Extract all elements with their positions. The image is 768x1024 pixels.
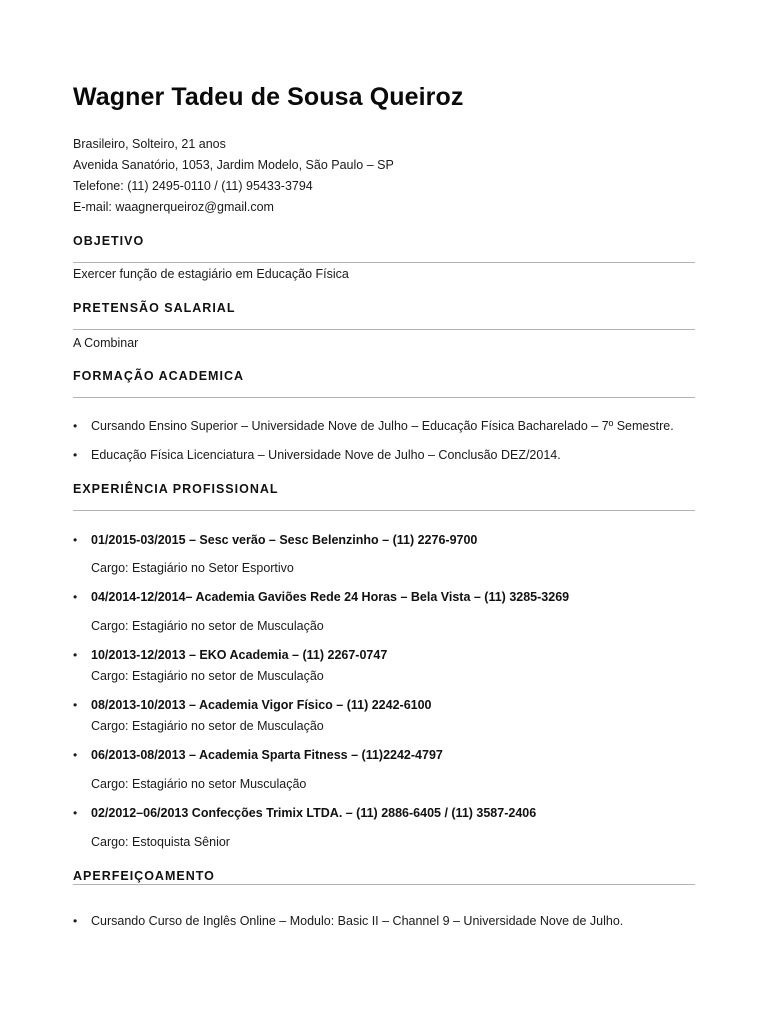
objetivo-text: Exercer função de estagiário em Educação Física bbox=[73, 267, 349, 281]
bullet-icon: • bbox=[73, 448, 78, 462]
job-cargo: Cargo: Estagiário no setor de Musculação bbox=[91, 669, 324, 683]
job-cargo: Cargo: Estagiário no setor Musculação bbox=[91, 777, 307, 791]
bullet-icon: • bbox=[73, 419, 78, 433]
section-divider bbox=[73, 884, 695, 885]
job-heading: 08/2013-10/2013 – Academia Vigor Físico – (11) 2242-6100 bbox=[91, 698, 432, 712]
bullet-icon: • bbox=[73, 748, 78, 762]
section-divider bbox=[73, 510, 695, 511]
job-heading: 02/2012–06/2013 Confecções Trimix LTDA. – (11) 2886-6405 / (11) 3587-2406 bbox=[91, 806, 537, 820]
bullet-icon: • bbox=[73, 806, 78, 820]
phone-line: Telefone: (11) 2495-0110 / (11) 95433-3794 bbox=[73, 179, 313, 193]
bullet-icon: • bbox=[73, 533, 78, 547]
address-line: Avenida Sanatório, 1053, Jardim Modelo, São Paulo – SP bbox=[73, 158, 394, 172]
job-heading: 10/2013-12/2013 – EKO Academia – (11) 2267-0747 bbox=[91, 648, 388, 662]
email-line: E-mail: waagnerqueiroz@gmail.com bbox=[73, 200, 274, 214]
section-title-experiencia: EXPERIÊNCIA PROFISSIONAL bbox=[73, 482, 279, 496]
bullet-icon: • bbox=[73, 914, 78, 928]
bullet-icon: • bbox=[73, 648, 78, 662]
formacao-item: Educação Física Licenciatura – Universidade Nove de Julho – Conclusão DEZ/2014. bbox=[91, 448, 561, 462]
section-title-objetivo: OBJETIVO bbox=[73, 234, 145, 248]
job-cargo: Cargo: Estoquista Sênior bbox=[91, 835, 230, 849]
formacao-item: Cursando Ensino Superior – Universidade Nove de Julho – Educação Física Bacharelado – 7º Semestre. bbox=[91, 419, 674, 433]
section-divider bbox=[73, 262, 695, 263]
section-divider bbox=[73, 329, 695, 330]
section-title-formacao: FORMAÇÃO ACADEMICA bbox=[73, 369, 244, 383]
bullet-icon: • bbox=[73, 698, 78, 712]
section-title-aperfeicoamento: APERFEIÇOAMENTO bbox=[73, 869, 215, 883]
personal-info-line: Brasileiro, Solteiro, 21 anos bbox=[73, 137, 226, 151]
bullet-icon: • bbox=[73, 590, 78, 604]
candidate-name: Wagner Tadeu de Sousa Queiroz bbox=[73, 83, 464, 111]
job-heading: 06/2013-08/2013 – Academia Sparta Fitness – (11)2242-4797 bbox=[91, 748, 443, 762]
job-heading: 04/2014-12/2014– Academia Gaviões Rede 24 Horas – Bela Vista – (11) 3285-3269 bbox=[91, 590, 570, 604]
section-title-pretensao: PRETENSÃO SALARIAL bbox=[73, 301, 236, 315]
aperfeicoamento-item: Cursando Curso de Inglês Online – Modulo: Basic II – Channel 9 – Universidade Nove de Julho. bbox=[91, 914, 624, 928]
job-cargo: Cargo: Estagiário no setor de Musculação bbox=[91, 619, 324, 633]
job-cargo: Cargo: Estagiário no Setor Esportivo bbox=[91, 561, 294, 575]
section-divider bbox=[73, 397, 695, 398]
pretensao-text: A Combinar bbox=[73, 336, 139, 350]
job-heading: 01/2015-03/2015 – Sesc verão – Sesc Belenzinho – (11) 2276-9700 bbox=[91, 533, 478, 547]
job-cargo: Cargo: Estagiário no setor de Musculação bbox=[91, 719, 324, 733]
